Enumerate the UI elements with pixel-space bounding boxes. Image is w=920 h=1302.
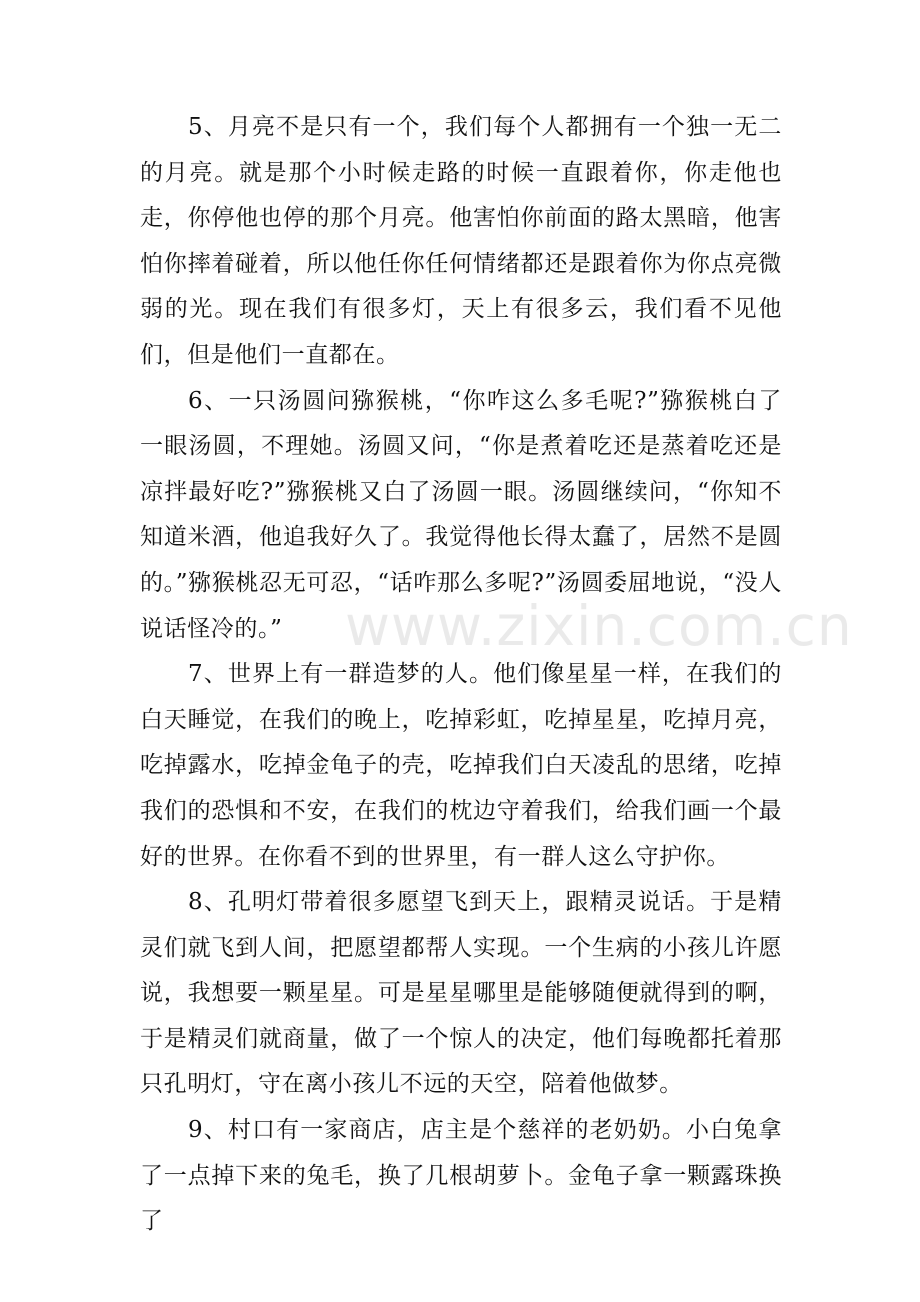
paragraph-7: 7、世界上有一群造梦的人。他们像星星一样，在我们的白天睡觉，在我们的晚上，吃掉彩虹，吃掉星星，吃掉月亮，吃掉露水，吃掉金龟子的壳，吃掉我们白天凌乱的思绪，吃掉我们的恐惧和不安，在我们的枕边守着我们，给我们画一个最好的世界。在你看不到的世界里，有一群人这么守护你。 — [140, 661, 782, 870]
paragraph-8: 8、孔明灯带着很多愿望飞到天上，跟精灵说话。于是精灵们就飞到人间，把愿望都帮人实现。一个生病的小孩儿许愿说，我想要一颗星星。可是星星哪里是能够随便就得到的啊，于是精灵们就商量，做了一个惊人的决定，他们每晚都托着那只孔明灯，守在离小孩儿不远的天空，陪着他做梦。 — [140, 889, 782, 1098]
paragraph-9: 9、村口有一家商店，店主是个慈祥的老奶奶。小白兔拿了一点掉下来的兔毛，换了几根胡萝卜。金龟子拿一颗露珠换了 — [140, 1117, 782, 1235]
paragraph-6: 6、一只汤圆问猕猴桃，“你咋这么多毛呢?”猕猴桃白了一眼汤圆，不理她。汤圆又问，“你是煮着吃还是蒸着吃还是凉拌最好吃?”猕猴桃又白了汤圆一眼。汤圆继续问，“你知不知道米酒，他追我好久了。我觉得他长得太蠢了，居然不是圆的。”猕猴桃忍无可忍，“话咋那么多呢?”汤圆委屈地说，“没人说话怪冷的。” — [140, 387, 782, 642]
watermark: www.zixin.com.cn — [345, 594, 853, 658]
document-body — [140, 105, 782, 1245]
paragraph-5: 5、月亮不是只有一个，我们每个人都拥有一个独一无二的月亮。就是那个小时候走路的时候一直跟着你，你走他也走，你停他也停的那个月亮。他害怕你前面的路太黑暗，他害怕你摔着碰着，所以他任你任何情绪都还是跟着你为你点亮微弱的光。现在我们有很多灯，天上有很多云，我们看不见他们，但是他们一直都在。 — [140, 114, 782, 368]
